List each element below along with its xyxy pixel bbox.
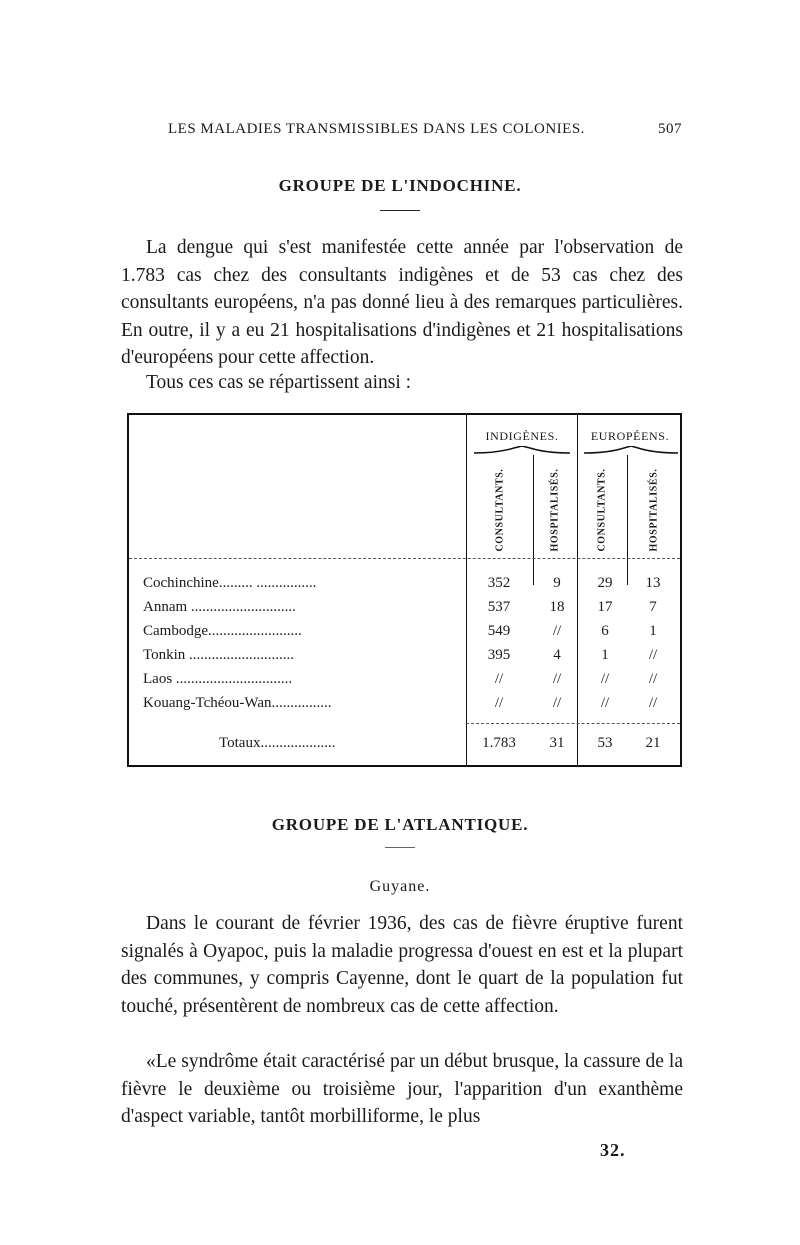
column-header-consultants-indigenes: CONSULTANTS. xyxy=(494,468,506,552)
row-label: Cochinchine......... ................ xyxy=(143,575,317,591)
subtitle-guyane: Guyane. xyxy=(369,878,431,895)
lead-sentence: Tous ces cas se répartissent ainsi : xyxy=(146,372,412,393)
cell: 18 xyxy=(549,599,565,615)
cell: // xyxy=(494,671,504,687)
row-label: Laos ............................... xyxy=(143,671,293,687)
cell: 1 xyxy=(649,623,657,639)
cell: 4 xyxy=(553,647,561,663)
guyane-paragraph-2 xyxy=(121,1048,683,1131)
cell: 13 xyxy=(645,575,661,591)
cell: // xyxy=(648,647,658,663)
header-separator xyxy=(129,558,680,559)
signature-mark: 32. xyxy=(600,1140,626,1160)
column-header-hospitalises-europeens: HOSPITALISÉS. xyxy=(648,468,660,552)
cell: 395 xyxy=(487,647,511,663)
title-rule xyxy=(385,847,415,848)
cell: 6 xyxy=(601,623,609,639)
cell: 7 xyxy=(649,599,657,615)
cell: 537 xyxy=(487,599,511,615)
column-header-hospitalises-indigenes: HOSPITALISÉS. xyxy=(549,468,561,552)
cell: 549 xyxy=(487,623,511,639)
row-label: Cambodge......................... xyxy=(143,623,302,639)
group-header-europeens: EUROPÉENS. xyxy=(590,429,670,443)
totals-separator xyxy=(466,723,680,724)
row-label: Tonkin ............................ xyxy=(143,647,295,663)
total-cell: 21 xyxy=(645,735,661,751)
running-head xyxy=(168,121,682,138)
row-label: Kouang-Tchéou-Wan................ xyxy=(143,695,332,711)
cell: // xyxy=(552,623,562,639)
total-cell: 1.783 xyxy=(482,735,516,751)
cell: 1 xyxy=(601,647,609,663)
brace-icon xyxy=(584,446,678,454)
section-title-atlantique: GROUPE DE L'ATLANTIQUE. xyxy=(271,815,529,834)
cell: // xyxy=(494,695,504,711)
cell: // xyxy=(552,695,562,711)
dengue-table xyxy=(127,413,682,767)
cell: // xyxy=(552,671,562,687)
running-head-title: LES MALADIES TRANSMISSIBLES DANS LES COLONIES. xyxy=(168,121,585,137)
group-header-indigenes: INDIGÈNES. xyxy=(485,429,559,443)
title-rule xyxy=(380,210,420,211)
column-header-consultants-europeens: CONSULTANTS. xyxy=(596,468,608,552)
table-divider-sub xyxy=(627,455,628,585)
table-divider xyxy=(466,415,467,765)
total-cell: 31 xyxy=(549,735,565,751)
cell: 9 xyxy=(553,575,561,591)
table-divider-sub xyxy=(533,455,534,585)
total-label: Totaux.................... xyxy=(219,735,336,751)
guyane-text-1: Dans le courant de février 1936, des cas de fièvre éruptive furent signalés à Oyapoc, puis la maladie progressa d'ouest en est et la plupart des communes, y compris Cayenne, dont le quart de la population fut touché, présentèrent de nombreux cas de cette affection. xyxy=(121,913,683,1017)
cell: // xyxy=(600,671,610,687)
intro-paragraph xyxy=(121,234,683,372)
guyane-paragraph-1 xyxy=(121,910,683,1020)
cell: 352 xyxy=(487,575,511,591)
page-number: 507 xyxy=(658,121,682,137)
section-title-indochine: GROUPE DE L'INDOCHINE. xyxy=(278,176,522,195)
cell: // xyxy=(648,695,658,711)
cell: 17 xyxy=(597,599,613,615)
intro-text: La dengue qui s'est manifestée cette année par l'observation de 1.783 cas chez des consultants indigènes et de 53 cas chez des consultants européens, n'a pas donné lieu à des remarques particulières. En outre, il y a eu 21 hospitalisations d'indigènes et 21 hospitalisations d'européens pour cette affection. xyxy=(121,237,683,368)
cell: // xyxy=(648,671,658,687)
brace-icon xyxy=(474,446,570,454)
total-cell: 53 xyxy=(597,735,613,751)
cell: 29 xyxy=(597,575,613,591)
cell: // xyxy=(600,695,610,711)
guyane-text-2: «Le syndrôme était caractérisé par un début brusque, la cassure de la fièvre le deuxième ou troisième jour, l'apparition d'un exanthème d'aspect variable, tantôt morbilliforme, le plus xyxy=(121,1051,683,1127)
row-label: Annam ............................ xyxy=(143,599,296,615)
